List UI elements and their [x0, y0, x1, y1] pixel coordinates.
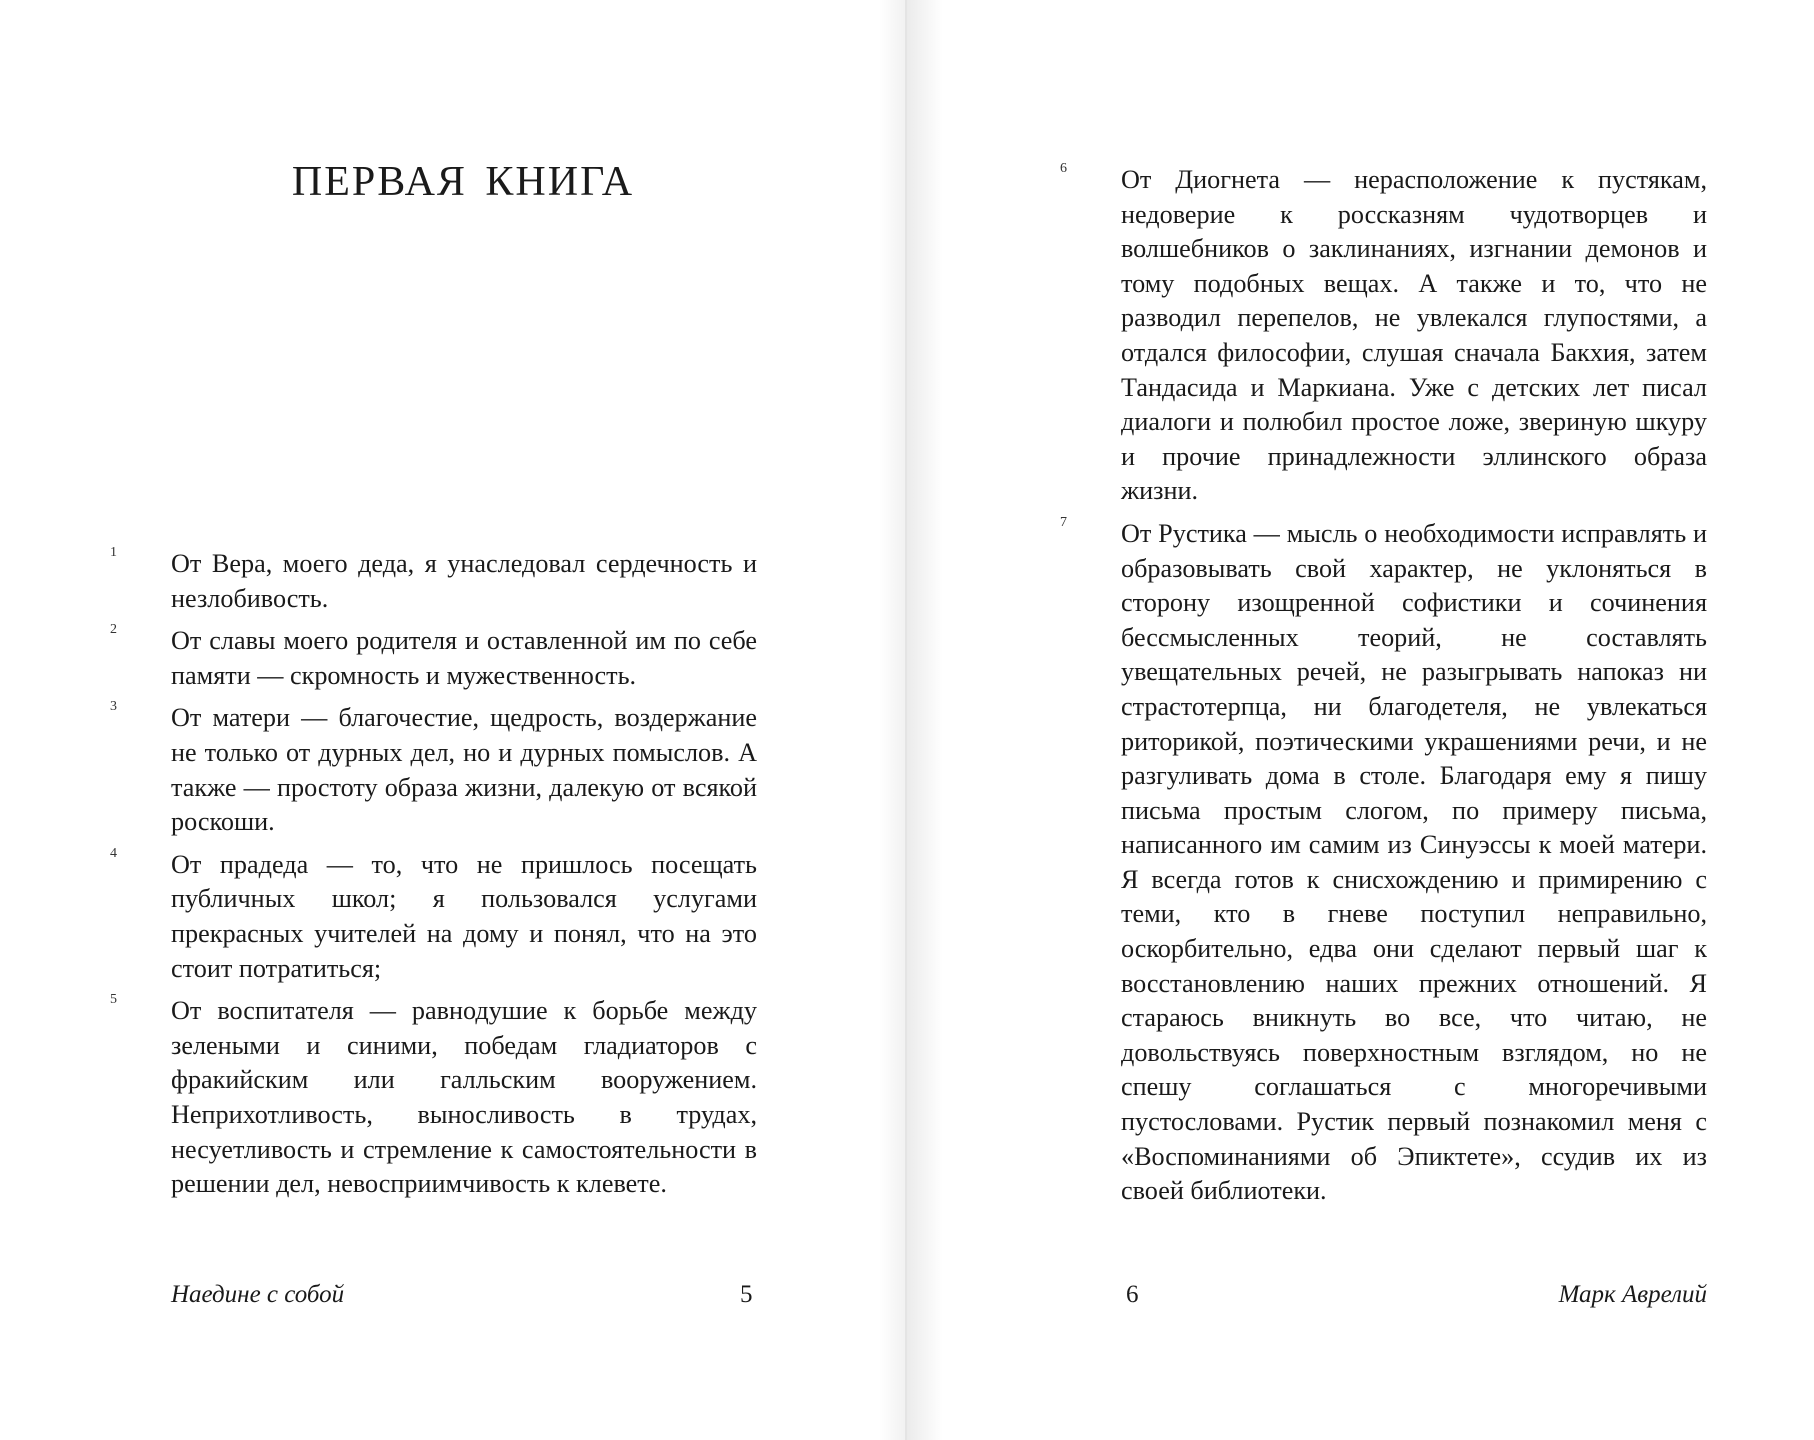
- paragraph-5: [110, 992, 757, 1202]
- paragraph-1: [110, 545, 757, 616]
- paragraph-2: [110, 622, 757, 693]
- paragraph-text: От воспитателя — равнодушие к борьбе между зелеными и синими, победам гладиаторов с фракийским или галльским вооружением. Неприхотливость, выносливость в трудах, несуетливость и стремление к самостоятельности в решении дел, невосприимчивость к клевете.: [171, 996, 757, 1199]
- paragraph-number: 7: [1060, 514, 1067, 530]
- paragraph-text: От прадеда — то, что не пришлось посещать публичных школ; я пользовался услугами прекрасных учителей на дому и понял, что на это стоит потратиться;: [171, 849, 757, 983]
- running-footer-title: Наедине с собой: [171, 1281, 345, 1308]
- running-footer-title: Марк Аврелий: [1558, 1281, 1707, 1308]
- paragraph-text: От матери — благочестие, щедрость, воздержание не только от дурных дел, но и дурных помыслов. А также — простоту образа жизни, далекую от всякой роскоши.: [171, 703, 757, 837]
- book-gutter: [905, 0, 907, 1440]
- paragraph-text: От Рустика — мысль о необходимости исправлять и образовывать свой характер, не уклоняться в сторону изощренной софистики и сочинения бессмысленных теорий, не составлять увещательных речей, не разыгрывать напоказ ни страстотерпца, ни благодетеля, не увлекаться риторикой, поэтическими украшениями речи, и не разгуливать дома в столе. Благодаря ему я пишу письма простым слогом, по примеру письма, написанного им самим из Синуэссы к моей матери. Я всегда готов к снисхождению и примирению с теми, кто в гневе поступил неправильно, оскорбительно, едва они сделают первый шаг к восстановлению наших прежних отношений. Я стараюсь вникнуть во все, что читаю, не довольствуясь поверхностным взглядом, но не спешу соглашаться с многоречивыми пустословами. Рустик первый познакомил меня с «Воспоминаниями об Эпиктете», ссудив их из своей библиотеки.: [1121, 518, 1707, 1206]
- gutter-shadow: [907, 0, 943, 1440]
- chapter-heading: ПЕРВАЯ КНИГА: [291, 159, 635, 205]
- paragraph-number: 1: [110, 545, 117, 560]
- paragraph-7: [1060, 514, 1707, 1209]
- paragraph-number: 6: [1060, 161, 1067, 176]
- paragraph-number: 2: [110, 622, 117, 638]
- left-text-column: [110, 545, 757, 1210]
- page-number: 5: [740, 1281, 753, 1308]
- gutter-shadow: [879, 0, 907, 1440]
- paragraph-text: От славы моего родителя и оставленной им по себе памяти — скромность и мужественность.: [171, 626, 757, 690]
- page-number: 6: [1126, 1281, 1139, 1308]
- paragraph-3: [110, 699, 757, 839]
- paragraph-6: [1060, 161, 1707, 509]
- paragraph-4: [110, 845, 757, 986]
- paragraph-text: От Вера, моего деда, я унаследовал сердечность и незлобивость.: [171, 549, 757, 613]
- paragraph-number: 4: [110, 845, 117, 861]
- right-text-column: [1060, 161, 1707, 1217]
- paragraph-number: 5: [110, 992, 117, 1008]
- paragraph-number: 3: [110, 699, 117, 715]
- paragraph-text: От Диогнета — нерасположение к пустякам, недоверие к россказням чудотворцев и волшебников о заклинаниях, изгнании демонов и тому подобных вещах. А также и то, что не разводил перепелов, не увлекался глупостями, а отдался философии, слушая сначала Бакхия, затем Тандасида и Маркиана. Уже с детских лет писал диалоги и полюбил простое ложе, звериную шкуру и прочие принадлежности эллинского образа жизни.: [1121, 165, 1707, 506]
